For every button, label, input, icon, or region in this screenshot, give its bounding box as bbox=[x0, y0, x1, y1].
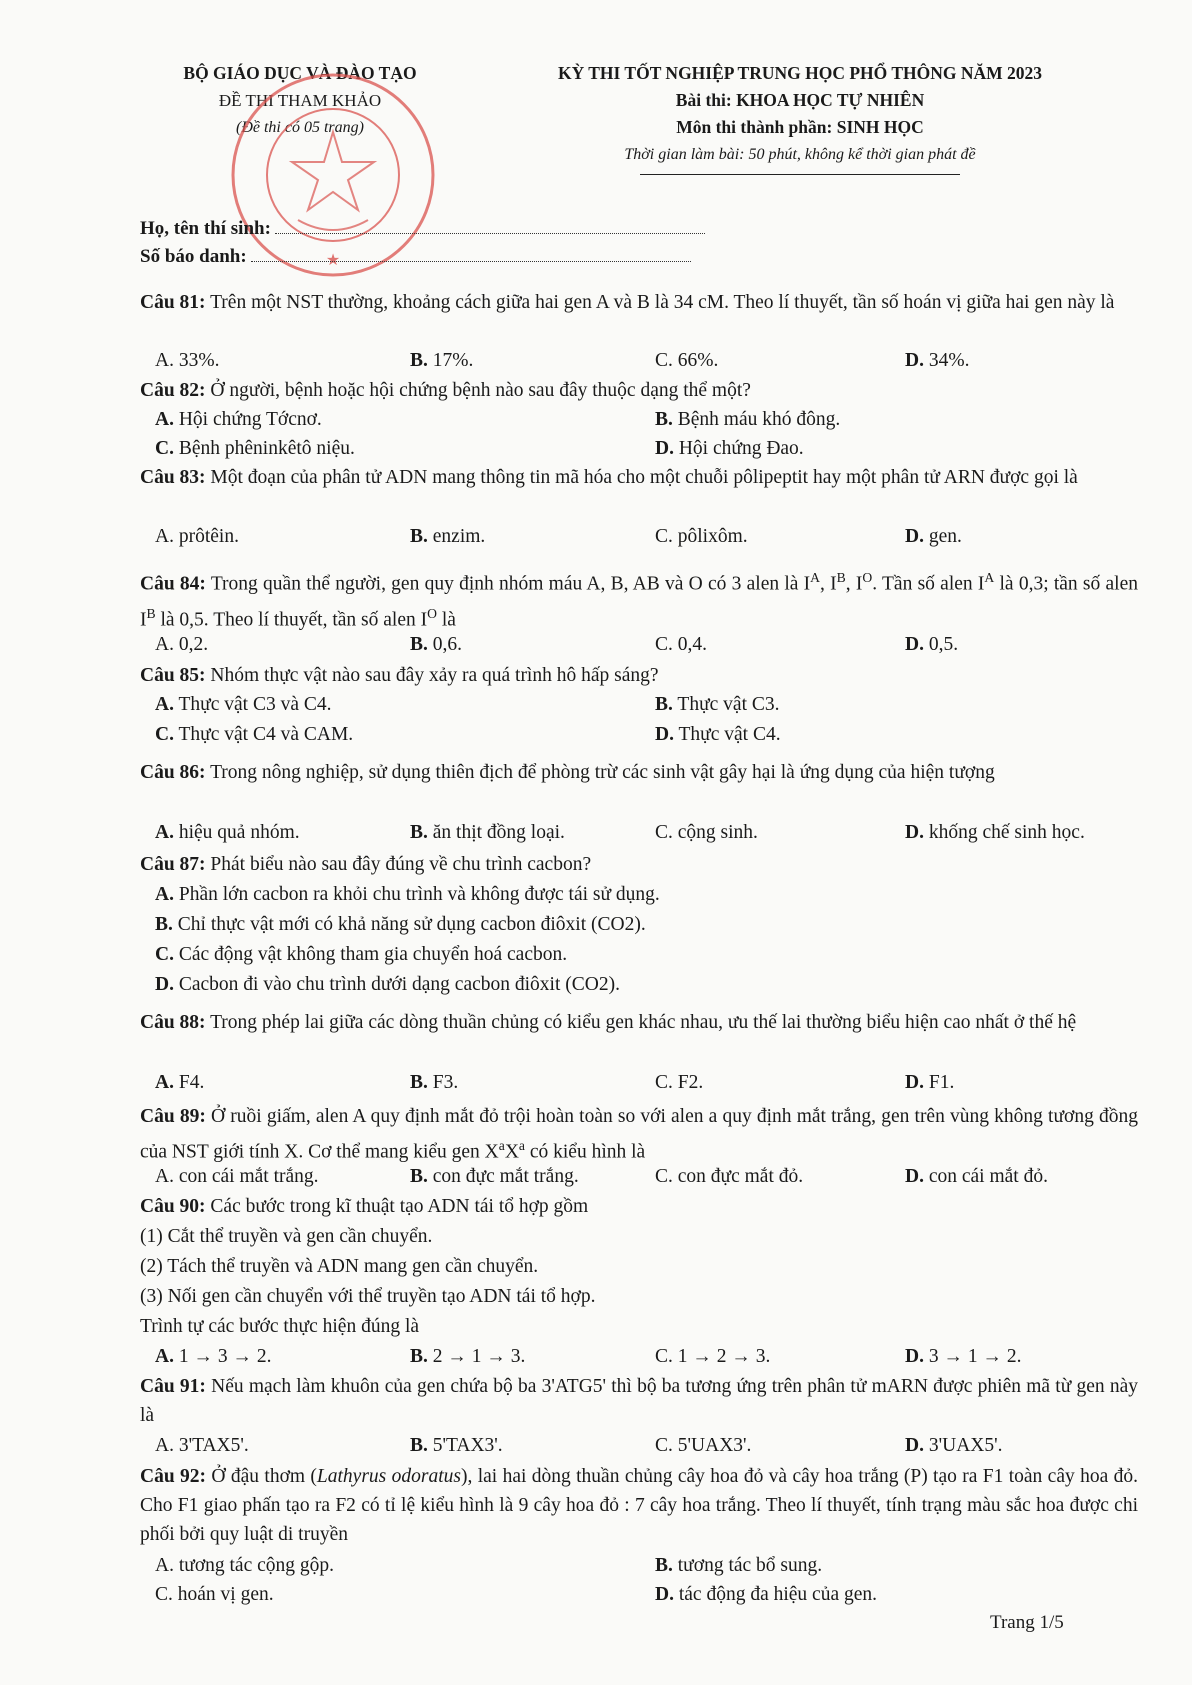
q83-option-a[interactable]: A. prôtêin. bbox=[155, 526, 239, 547]
q84-option-d[interactable]: D. 0,5. bbox=[905, 634, 959, 655]
candidate-name-field: Họ, tên thí sinh: bbox=[140, 218, 705, 240]
q89-option-c[interactable]: C. con đực mắt đỏ. bbox=[655, 1166, 804, 1187]
q92-option-b[interactable]: B. tương tác bổ sung. bbox=[655, 1555, 823, 1576]
q82-option-d[interactable]: D. Hội chứng Đao. bbox=[655, 438, 804, 459]
q83-option-c[interactable]: C. pôlixôm. bbox=[655, 526, 748, 547]
q89-option-d[interactable]: D. con cái mắt đỏ. bbox=[905, 1166, 1048, 1187]
q88-option-c[interactable]: C. F2. bbox=[655, 1072, 704, 1093]
question-89: Câu 89: Ở ruồi giấm, alen A quy định mắt đỏ trội hoàn toàn so với alen a quy định mắt trắng, gen trên vùng không tương đồng của NST giới tính X. Cơ thể mang kiểu gen $X^aX^a$ có kiểu hình là bbox=[140, 1106, 1139, 1163]
question-84: Câu 84: Trong quần thể người, gen quy định nhóm máu A, B, AB và O có 3 alen là $I^A$, $I^B$, $I^O$. Tần số alen $I^A$ là 0,3; tần số alen $I^B$ là 0,5. Theo lí thuyết, tần số alen $I^O$ là bbox=[140, 570, 1138, 630]
q84-option-b[interactable]: B. 0,6. bbox=[410, 634, 463, 655]
header-rule bbox=[640, 174, 960, 175]
q85-option-c[interactable]: C. Thực vật C4 và CAM. bbox=[155, 724, 354, 745]
q82-option-c[interactable]: C. Bệnh phêninkêtô niệu. bbox=[155, 438, 355, 459]
page-number: Trang 1/5 bbox=[990, 1612, 1064, 1633]
question-82: Câu 82: Ở người, bệnh hoặc hội chứng bệnh nào sau đây thuộc dạng thể một? bbox=[140, 380, 751, 401]
question-91: Câu 91: Nếu mạch làm khuôn của gen chứa bộ ba 3'ATG5' thì bộ ba tương ứng trên phân tử mARN được phiên mã từ gen này là bbox=[140, 1376, 1139, 1426]
id-dots bbox=[251, 247, 691, 262]
q85-option-d[interactable]: D. Thực vật C4. bbox=[655, 724, 781, 745]
q86-option-a[interactable]: A. hiệu quả nhóm. bbox=[155, 822, 300, 843]
pages-note: (Đề thi có 05 trang) bbox=[236, 119, 364, 136]
svg-text:★: ★ bbox=[325, 252, 341, 269]
question-87: Câu 87: Phát biểu nào sau đây đúng về chu trình cacbon? bbox=[140, 854, 592, 875]
q90-option-b[interactable]: B. 2 → 1 → 3. bbox=[410, 1346, 526, 1367]
q86-option-b[interactable]: B. ăn thịt đồng loại. bbox=[410, 822, 565, 843]
q82-option-a[interactable]: A. Hội chứng Tớcnơ. bbox=[155, 409, 322, 430]
q90-step-2: (2) Tách thể truyền và ADN mang gen cần chuyển. bbox=[140, 1256, 539, 1277]
q81-option-d[interactable]: D. 34%. bbox=[905, 350, 970, 371]
candidate-id-field: Số báo danh: bbox=[140, 246, 691, 268]
q81-option-b[interactable]: B. 17%. bbox=[410, 350, 474, 371]
question-85: Câu 85: Nhóm thực vật nào sau đây xảy ra quá trình hô hấp sáng? bbox=[140, 665, 659, 686]
q87-option-a[interactable]: A. Phần lớn cacbon ra khỏi chu trình và không được tái sử dụng. bbox=[155, 884, 660, 905]
q90-tail: Trình tự các bước thực hiện đúng là bbox=[140, 1316, 420, 1337]
q92-option-a[interactable]: A. tương tác cộng gộp. bbox=[155, 1555, 335, 1576]
q88-option-d[interactable]: D. F1. bbox=[905, 1072, 955, 1093]
q81-option-c[interactable]: C. 66%. bbox=[655, 350, 719, 371]
ministry-name: BỘ GIÁO DỤC VÀ ĐÀO TẠO bbox=[183, 63, 417, 83]
q91-option-d[interactable]: D. 3'UAX5'. bbox=[905, 1435, 1003, 1456]
q86-option-d[interactable]: D. khống chế sinh học. bbox=[905, 822, 1085, 843]
time-note: Thời gian làm bài: 50 phút, không kể thời gian phát đề bbox=[624, 146, 976, 163]
q90-option-d[interactable]: D. 3 → 1 → 2. bbox=[905, 1346, 1022, 1367]
q90-step-3: (3) Nối gen cần chuyển với thể truyền tạo ADN tái tổ hợp. bbox=[140, 1286, 596, 1307]
q91-option-a[interactable]: A. 3'TAX5'. bbox=[155, 1435, 249, 1456]
q92-option-c[interactable]: C. hoán vị gen. bbox=[155, 1584, 274, 1605]
q85-option-b[interactable]: B. Thực vật C3. bbox=[655, 694, 780, 715]
q85-option-a[interactable]: A. Thực vật C3 và C4. bbox=[155, 694, 332, 715]
q84-option-a[interactable]: A. 0,2. bbox=[155, 634, 209, 655]
q90-option-a[interactable]: A. 1 → 3 → 2. bbox=[155, 1346, 272, 1367]
q83-option-b[interactable]: B. enzim. bbox=[410, 526, 486, 547]
header-right bbox=[500, 60, 1100, 175]
q92-option-d[interactable]: D. tác động đa hiệu của gen. bbox=[655, 1584, 878, 1605]
doc-type: ĐỀ THI THAM KHẢO bbox=[218, 91, 382, 110]
q87-option-c[interactable]: C. Các động vật không tham gia chuyển hoá cacbon. bbox=[155, 944, 568, 965]
paper-name: Bài thi: KHOA HỌC TỰ NHIÊN bbox=[675, 90, 925, 110]
question-90: Câu 90: Các bước trong kĩ thuật tạo ADN tái tổ hợp gồm bbox=[140, 1196, 589, 1217]
question-92: Câu 92: Ở đậu thơm (Lathyrus odoratus), lai hai dòng thuần chủng cây hoa đỏ và cây hoa trắng (P) tạo ra F1 toàn cây hoa đỏ. Cho F1 giao phấn tạo ra F2 có tỉ lệ kiểu hình là 9 cây hoa đỏ : 7 cây hoa trắng. Theo lí thuyết, tính trạng màu sắc hoa được chi phối bởi quy luật di truyền bbox=[140, 1466, 1138, 1545]
q82-option-b[interactable]: B. Bệnh máu khó đông. bbox=[655, 409, 841, 430]
name-dots bbox=[275, 219, 705, 234]
q90-option-c[interactable]: C. 1 → 2 → 3. bbox=[655, 1346, 771, 1367]
q91-option-c[interactable]: C. 5'UAX3'. bbox=[655, 1435, 752, 1456]
question-83: Câu 83: Một đoạn của phân tử ADN mang thông tin mã hóa cho một chuỗi pôlipeptit hay một phân tử ARN được gọi là bbox=[140, 467, 1078, 488]
q87-option-d[interactable]: D. Cacbon đi vào chu trình dưới dạng cacbon điôxit (CO2). bbox=[155, 974, 620, 995]
q83-option-d[interactable]: D. gen. bbox=[905, 526, 962, 547]
exam-title: KỲ THI TỐT NGHIỆP TRUNG HỌC PHỔ THÔNG NĂM 2023 bbox=[557, 63, 1043, 83]
q81-option-a[interactable]: A. 33%. bbox=[155, 350, 220, 371]
q88-option-b[interactable]: B. F3. bbox=[410, 1072, 459, 1093]
species-name: Lathyrus odoratus bbox=[316, 1466, 461, 1487]
question-86: Câu 86: Trong nông nghiệp, sử dụng thiên địch để phòng trừ các sinh vật gây hại là ứng dụng của hiện tượng bbox=[140, 762, 995, 783]
q88-option-a[interactable]: A. F4. bbox=[155, 1072, 205, 1093]
subject-name: Môn thi thành phần: SINH HỌC bbox=[676, 117, 924, 137]
q89-option-a[interactable]: A. con cái mắt trắng. bbox=[155, 1166, 319, 1187]
question-81: Câu 81: Trên một NST thường, khoảng cách giữa hai gen A và B là 34 cM. Theo lí thuyết, tần số hoán vị giữa hai gen này là bbox=[140, 292, 1115, 313]
q90-step-1: (1) Cắt thể truyền và gen cần chuyển. bbox=[140, 1226, 433, 1247]
question-88: Câu 88: Trong phép lai giữa các dòng thuần chủng có kiểu gen khác nhau, ưu thế lai thường biểu hiện cao nhất ở thế hệ bbox=[140, 1012, 1077, 1033]
q91-option-b[interactable]: B. 5'TAX3'. bbox=[410, 1435, 503, 1456]
q86-option-c[interactable]: C. cộng sinh. bbox=[655, 822, 758, 843]
q89-option-b[interactable]: B. con đực mắt trắng. bbox=[410, 1166, 579, 1187]
q87-option-b[interactable]: B. Chỉ thực vật mới có khả năng sử dụng cacbon điôxit (CO2). bbox=[155, 914, 646, 935]
q84-option-c[interactable]: C. 0,4. bbox=[655, 634, 708, 655]
